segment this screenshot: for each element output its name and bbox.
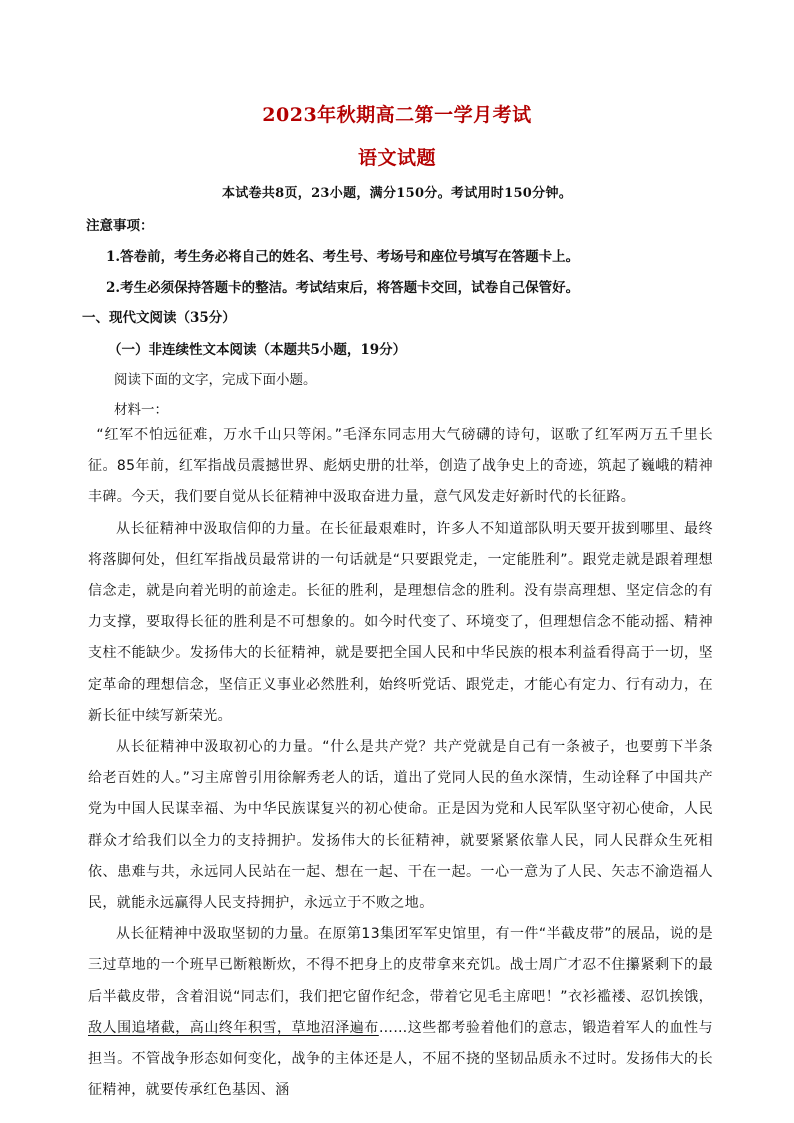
notice-item-1: 1.答卷前，考生务必将自己的姓名、考生号、考场号和座位号填写在答题卡上。 xyxy=(106,249,580,265)
notice-label: 注意事项： xyxy=(86,218,154,234)
exam-info: 本试卷共8页，23小题，满分150分。考试用时150分钟。 xyxy=(221,186,573,201)
paragraph-1: “红军不怕远征难，万水千山只等闲。”毛泽东同志用大气磅礴的诗句，讴歌了红军两万五千里长征。85年前，红军指战员震撼世界、彪炳史册的壮举，创造了战争史上的奇迹，筑起了巍峨的精神丰碑。今天，我们要自觉从长征精神中汲取奋进力量，意气风发走好新时代的长征路。 xyxy=(88,427,713,506)
article-body xyxy=(88,420,713,1106)
section-heading: 一、现代文阅读（35分） xyxy=(82,310,236,326)
paragraph-2: 从长征精神中汲取信仰的力量。在长征最艰难时，许多人不知道部队明天要开拔到哪里、最终将落脚何处，但红军指战员最常讲的一句话就是“只要跟党走，一定能胜利”。跟党走就是跟着理想信念走，就是向着光明的前途走。长征的胜利，是理想信念的胜利。没有崇高理想、坚定信念的有力支撑，要取得长征的胜利是不可想象的。如今时代变了、环境变了，但理想信念不能动摇、精神支柱不能缺少。发扬伟大的长征精神，就是要把全国人民和中华民族的根本利益看得高于一切，坚定革命的理想信念，坚信正义事业必然胜利，始终听党话、跟党走，才能心有定力、行有动力，在新长征中续写新荣光。 xyxy=(88,520,713,724)
paragraph-4-underlined-text: 敌人围追堵截，高山终年积雪，草地沼泽遍布 xyxy=(88,1019,379,1036)
reading-instruction: 阅读下面的文字，完成下面小题。 xyxy=(114,372,317,388)
paragraph-4 xyxy=(88,919,713,1106)
paragraph-3: 从长征精神中汲取初心的力量。“什么是共产党？共产党就是自己有一条被子，也要剪下半条给老百姓的人。”习主席曾引用徐解秀老人的话，道出了党同人民的鱼水深情，生动诠释了中国共产党为中国人民谋幸福、为中华民族谋复兴的初心使命。正是因为党和人民军队坚守初心使命，人民群众才给我们以全力的支持拥护。发扬伟大的长征精神，就要紧紧依靠人民，同人民群众生死相依、患难与共，永远同人民站在一起、想在一起、干在一起。一心一意为了人民、矢志不渝造福人民，就能永远赢得人民支持拥护，永远立于不败之地。 xyxy=(88,739,713,912)
notice-item-2: 2.考生必须保持答题卡的整洁。考试结束后，将答题卡交回，试卷自己保管好。 xyxy=(106,280,580,296)
paragraph-4-text-b: ……这些都考验着他们的意志，锻造着军人的血性与担当。不管战争形态如何变化，战争的主体还是人，不屈不挠的坚韧品质永不过时。发扬伟大的长征精神，就要传承红色基因、涵 xyxy=(88,1019,713,1099)
section-subheading: （一）非连续性文本阅读（本题共5小题，19分） xyxy=(108,342,407,358)
exam-subject-title: 语文试题 xyxy=(357,147,436,169)
exam-title: 2023年秋期高二第一学月考试 xyxy=(262,104,532,126)
paragraph-4-text-a: 从长征精神中汲取坚韧的力量。在原第13集团军军史馆里，有一件“半截皮带”的展品，说的是三过草地的一个班早已断粮断炊，不得不把身上的皮带拿来充饥。战士周广才忍不住攥紧剩下的最后半截皮带，含着泪说“同志们，我们把它留作纪念，带着它见毛主席吧！”衣衫褴褛、忍饥挨饿， xyxy=(88,926,713,1005)
material-label: 材料一： xyxy=(114,402,168,418)
